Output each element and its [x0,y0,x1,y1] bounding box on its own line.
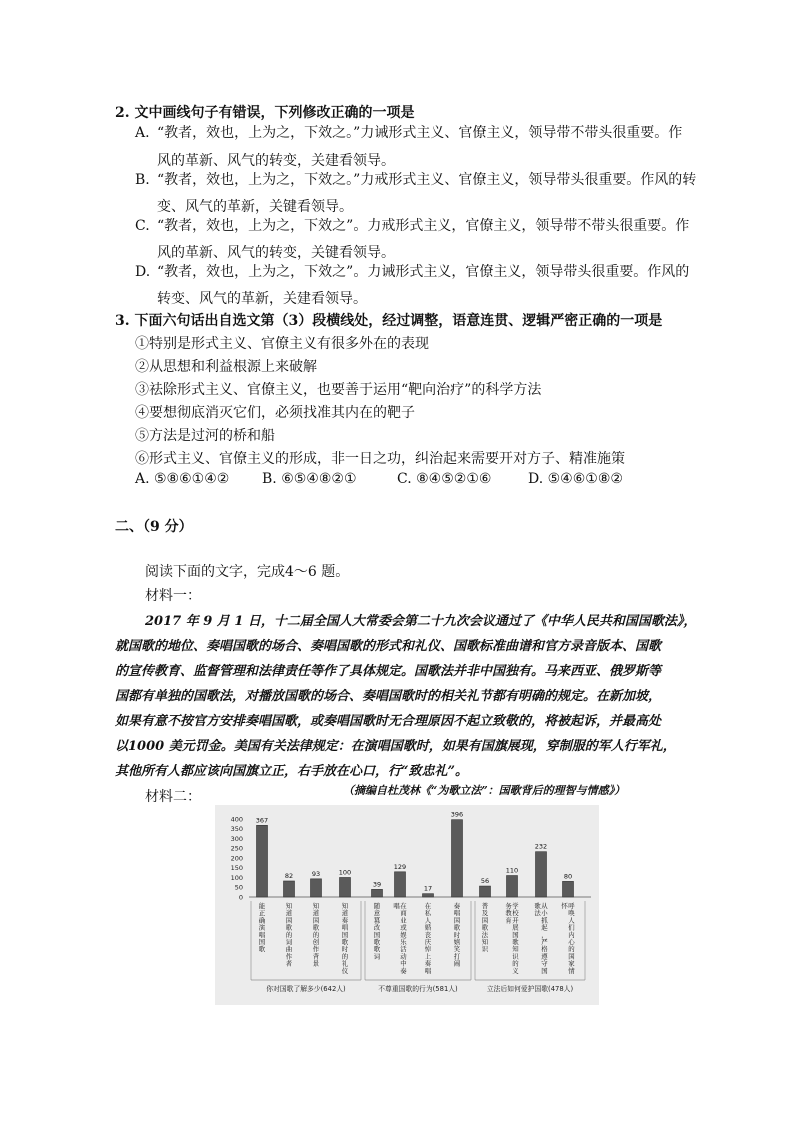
option-label: C. [135,218,150,234]
bar-value-label: 39 [372,880,382,889]
category-label-char: 国 [453,916,461,925]
category-label-char: 意 [373,909,381,918]
category-label-char: 悼 [424,945,432,954]
category-label-char: 歌 [373,938,381,946]
category-label-char: 识 [512,952,519,961]
q2-option-b[interactable] [135,173,696,187]
bar [311,879,322,897]
category-label-char: 的 [341,952,349,961]
bar-value-label: 82 [284,871,294,880]
section-2-title: 二、（9 分） [115,519,193,535]
category-label-char: 起 [541,923,548,932]
category-label-char: 景 [312,959,320,968]
category-label-char: 知 [481,938,489,946]
q3-sentence-6: ⑥形式主义、官僚主义的形成，非一日之功，纠治起来需要开对方子、精准施策 [135,451,625,467]
category-label-char: 歌 [373,945,381,954]
bar [340,877,351,897]
bar-value-label: 367 [255,816,269,825]
bar [257,825,268,897]
category-label-char: 娱 [400,930,407,939]
material-1-line-4: 国都有单独的国歌法，对播放国歌的场合、奏唱国歌时的相关礼节都有明确的规定。在新加坡， [115,689,662,704]
category-label-char: 仪 [341,966,349,975]
category-label-char: 内 [568,930,575,939]
category-label-char: 们 [568,923,575,932]
category-label-char: 时 [453,930,461,939]
group-label: 你对国歌了解多少(642人) [266,985,346,993]
category-label-char: 业 [400,916,407,925]
category-label-char: 国 [568,952,575,961]
bar [480,886,491,897]
y-tick-label: 0 [238,893,243,902]
option-text: “教者，效也，上为之，下效之”。力戒形式主义，官僚主义，领导带不带头很重要。作 [157,218,690,234]
category-label-char: 创 [312,938,320,946]
category-label-char: 确 [258,916,266,925]
category-label-char: 学 [512,902,519,910]
bar [536,852,547,897]
category-label-char: 国 [481,916,489,925]
category-label-char: 识 [481,945,489,954]
category-label-char: 小 [541,909,548,918]
category-label-char: 庆 [424,938,432,946]
category-label-char: 随 [373,902,381,910]
category-label-char: 唱 [393,902,400,910]
q2-option-d-cont: 转变、风气的革新，关建看领导。 [157,291,367,307]
y-tick-label: 400 [230,815,243,824]
category-label-char: 乐 [400,938,407,946]
category-label-char: 者 [285,959,293,968]
y-tick-label: 250 [230,844,243,853]
q3-choice-c[interactable]: C. ⑧④⑤②①⑥ [397,471,492,487]
category-label-char: 闹 [453,959,461,968]
bar [284,881,295,897]
q3-sentence-4: ④要想彻底消灭它们，必须找准其内在的靶子 [135,405,415,421]
category-label-char: 歌 [534,902,541,910]
category-label-char: 道 [341,909,349,918]
category-label-char: 国 [258,938,266,946]
category-label-char: 普 [481,902,489,910]
category-label-char: 怀 [561,902,568,910]
bar-value-label: 93 [311,869,321,878]
category-label-char: 情 [568,966,575,975]
y-tick-label: 50 [234,883,243,892]
q2-option-d[interactable] [135,265,689,279]
category-label-char: 私 [424,909,432,918]
category-label-char: 唱 [453,909,461,918]
category-label-char: 守 [541,959,548,968]
category-label-char: 教 [505,909,512,918]
category-label-char: 婚 [424,923,432,932]
category-label-char: 唱 [424,966,432,975]
y-tick-label: 300 [230,834,243,843]
category-label-char: ， [541,930,548,939]
q2-option-b-cont: 变、风气的革新，关键看领导。 [157,199,353,215]
category-label-char: 改 [373,923,381,932]
category-label-char: 人 [568,916,575,925]
category-label-char: 词 [285,938,293,946]
bar [372,889,383,897]
option-label: B. [135,172,150,188]
category-label-char: 国 [373,930,381,939]
q2-option-c-cont: 风的革新、风气的转变，关键看领导。 [157,245,395,261]
survey-bar-chart [215,805,599,1005]
category-label-char: 展 [512,923,519,932]
category-label-char: 中 [400,959,407,968]
q3-choice-a[interactable]: A. ⑤⑧⑥①④② [135,471,230,487]
bar-value-label: 17 [423,884,433,893]
category-label-char: 呼 [568,902,575,910]
bar [563,881,574,897]
category-label-char: 作 [312,945,320,954]
category-label-char: 人 [424,916,432,925]
category-label-char: 唤 [568,909,575,918]
category-label-char: 上 [424,952,432,961]
category-label-char: 在 [424,902,432,910]
category-label-char: 的 [285,930,293,939]
category-label-char: 务 [505,902,512,910]
group-label: 不尊重国歌的行为(581人) [378,985,458,993]
y-tick-label: 350 [230,825,243,834]
category-label-char: 歌 [341,938,349,946]
y-tick-label: 150 [230,864,243,873]
category-label-char: 义 [512,966,519,975]
bar-value-label: 129 [393,862,407,871]
category-label-char: 歌 [512,938,519,946]
material-2-label: 材料二： [145,789,201,805]
material-1-source: （摘编自杜茂林《“为歌立法”：国歌背后的理智与情感》） [343,784,626,797]
category-label-char: 奏 [424,959,432,968]
chart-svg [215,805,599,1005]
category-label-char: 国 [312,916,320,925]
category-label-char: 奏 [341,916,349,925]
category-label-char: 知 [312,902,320,910]
category-label-char: 的 [312,930,320,939]
category-label-char: 正 [258,909,266,918]
category-label-char: 歌 [453,923,461,932]
option-text: “教者，效也，上为之，下效之”。力诫形式主义，官僚主义，领导带头很重要。作风的 [157,264,690,280]
category-label-char: 歌 [481,923,489,932]
category-label-char: 及 [481,909,489,918]
category-label-char: 的 [512,959,519,968]
category-label-char: 道 [285,909,293,918]
category-label-char: 从 [541,902,548,910]
bar [423,894,434,897]
category-label-char: 在 [400,902,407,910]
material-1-line-1: 2017 年 9 月 1 日，十二届全国人大常委会第二十九次会议通过了《中华人民共和国国歌法》， [145,614,697,629]
category-label-char: 唱 [258,930,266,939]
category-label-char: 抓 [541,916,548,925]
y-tick-label: 100 [230,873,243,882]
category-label-char: 背 [312,952,320,961]
material-1-line-3: 的宣传教育、监督管理和法律责任等作了具体规定。国歌法并非中国独有。马来西亚、俄罗斯等 [115,664,662,679]
q2-option-a[interactable] [135,126,682,140]
option-label: D. [135,264,151,280]
category-label-char: 法 [534,909,541,918]
category-label-char: 嬉 [453,938,461,946]
category-label-char: 格 [541,945,548,954]
q2-title: 2. 文中画线句子有错误，下列修改正确的一项是 [115,105,415,121]
category-label-char: 国 [285,916,293,925]
bar [395,872,406,897]
q3-sentence-5: ⑤方法是过河的桥和船 [135,428,275,444]
category-label-char: 知 [512,945,519,954]
category-label-char: 唱 [341,923,349,932]
category-label-char: 曲 [285,945,293,954]
q3-sentence-1: ①特别是形式主义、官僚主义有很多外在的表现 [135,336,429,352]
category-label-char: 知 [341,902,349,910]
material-1-label: 材料一： [145,588,201,604]
category-label-char: 歌 [312,923,320,932]
category-label-char: 校 [512,909,519,918]
category-label-char: 国 [541,966,548,975]
category-label-char: 时 [341,945,349,954]
category-label-char: 礼 [341,959,349,968]
category-label-char: 歌 [285,923,293,932]
category-label-char: 法 [481,930,489,939]
group-label: 立法后如何爱护国歌(478人) [486,985,574,993]
bar-value-label: 232 [534,842,548,851]
category-label-char: 育 [505,916,512,925]
category-label-char: 丧 [424,930,432,939]
category-label-char: 或 [400,923,407,932]
bar [452,820,463,897]
q2-option-c[interactable] [135,219,689,233]
category-label-char: 国 [341,930,349,939]
material-1-line-7: 其他所有人都应该向国旗立正，右手放在心口，行“致忠礼”。 [115,764,468,779]
q2-option-a-cont: 风的革新、风气的转变，关建看领导。 [157,153,395,169]
bar [507,876,518,897]
q3-title: 3. 下面六句话出自选文第（3）段横线处，经过调整，语意连贯、逻辑严密正确的一项是 [115,313,663,329]
material-1-line-5: 如果有意不按官方安排奏唱国歌，或奏唱国歌时无合理原因不起立致敬的，将被起诉，并最高处 [115,714,662,729]
category-label-char: 演 [258,923,266,932]
option-label: A. [135,125,150,141]
bar-value-label: 56 [480,877,490,886]
bar-value-label: 396 [450,810,464,819]
category-label-char: 能 [258,902,266,910]
category-label-char: 商 [400,909,407,918]
category-label-char: 活 [400,945,407,954]
category-label-char: 开 [512,916,519,925]
option-text: “教者，效也，上为之，下效之。”力戒形式主义、官僚主义，领导带头很重要。作风的转 [157,172,697,188]
bar-value-label: 110 [505,866,519,875]
category-label-char: 词 [373,952,381,961]
category-label-char: 奏 [453,902,461,910]
bar-value-label: 100 [338,868,352,877]
material-1-line-2: 就国歌的地位、奏唱国歌的场合、奏唱国歌的形式和礼仪、国歌标准曲谱和官方录音版本、国歌 [115,639,662,654]
q3-sentence-3: ③祛除形式主义、官僚主义，也要善于运用“靶向治疗”的科学方法 [135,382,542,398]
category-label-char: 心 [568,938,575,946]
category-label-char: 篡 [373,916,381,925]
y-tick-label: 200 [230,854,243,863]
category-label-char: 歌 [258,945,266,954]
category-label-char: 奏 [400,966,407,975]
bar-value-label: 80 [563,872,573,881]
category-label-char: 的 [568,945,575,954]
category-label-char: 国 [512,930,519,939]
category-label-char: 严 [541,938,548,946]
option-text: “教者，效也，上为之，下效之。”力诫形式主义、官僚主义，领导带不带头很重要。作 [157,125,683,141]
section-2-intro: 阅读下面的文字，完成4～6 题。 [145,564,350,580]
category-label-char: 家 [568,959,575,968]
category-label-char: 遵 [541,952,548,961]
category-label-char: 知 [285,902,293,910]
category-label-char: 动 [400,952,407,961]
category-label-char: 笑 [453,945,461,954]
category-label-char: 作 [285,952,293,961]
category-label-char: 道 [312,909,320,918]
q3-sentence-2: ②从思想和利益根源上来破解 [135,359,317,375]
q3-choice-b[interactable]: B. ⑥⑤④⑧②① [262,471,357,487]
q3-choice-d[interactable]: D. ⑤④⑥①⑧② [528,471,623,487]
material-1-line-6: 以1000 美元罚金。美国有关法律规定：在演唱国歌时，如果有国旗展现，穿制服的军人行军礼， [115,739,676,754]
category-label-char: 打 [453,952,461,961]
